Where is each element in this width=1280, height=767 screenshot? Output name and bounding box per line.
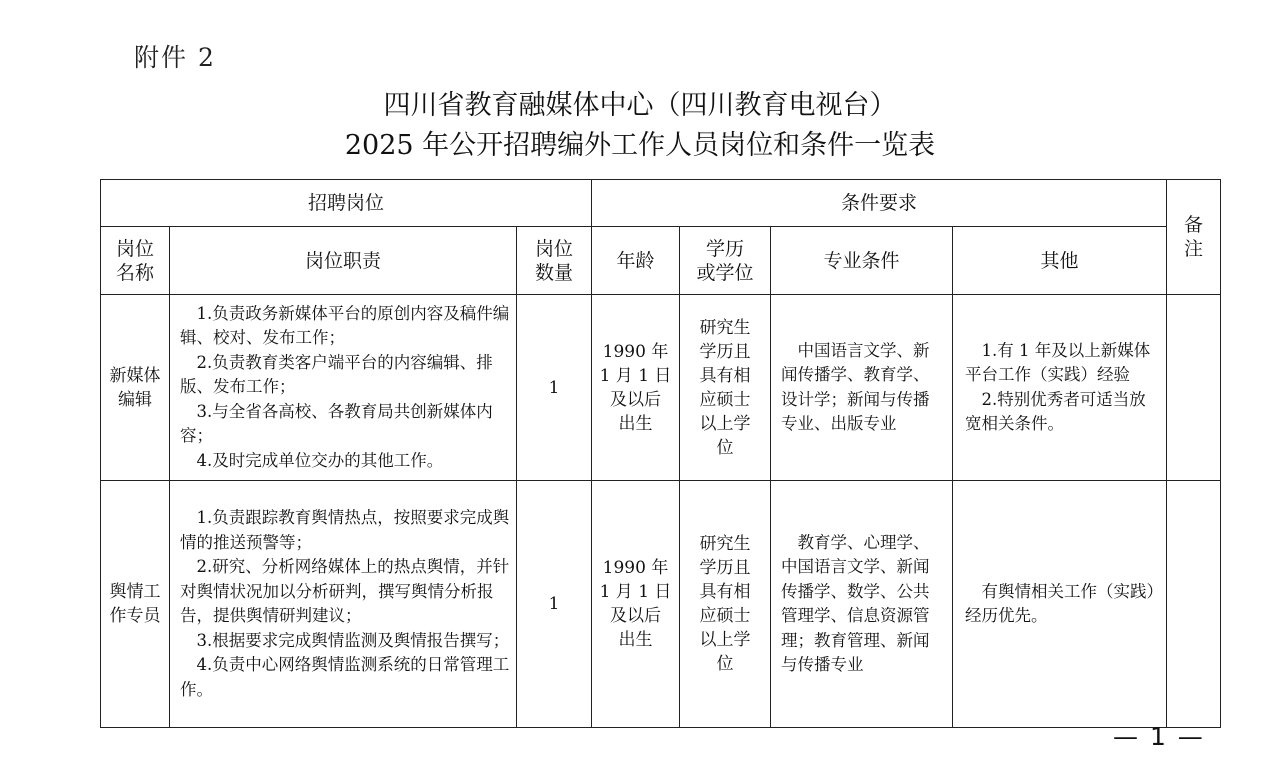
col-header-position-name: 岗位 名称 [101, 227, 170, 295]
col-header-other: 其他 [953, 227, 1167, 295]
age-cell: 1990 年 1 月 1 日 及以后 出生 [592, 295, 680, 481]
col-header-education: 学历 或学位 [680, 227, 771, 295]
education-cell: 研究生 学历且 具有相 应硕士 以上学 位 [680, 481, 771, 728]
major-cell: 教育学、心理学、中国语言文学、新闻传播学、数学、公共管理学、信息资源管理；教育管理、新闻与传播专业 [771, 481, 953, 728]
position-name-cell: 新媒体 编辑 [101, 295, 170, 481]
col-header-remarks: 备 注 [1167, 180, 1221, 295]
remarks-cell [1167, 295, 1221, 481]
col-header-count: 岗位 数量 [517, 227, 592, 295]
positions-table [100, 179, 1221, 728]
document-title-line2: 2025 年公开招聘编外工作人员岗位和条件一览表 [344, 130, 936, 161]
header-column-row [101, 227, 1221, 295]
col-header-age: 年龄 [592, 227, 680, 295]
table-row [101, 481, 1221, 728]
group-header-recruit: 招聘岗位 [101, 180, 592, 227]
education-cell: 研究生 学历且 具有相 应硕士 以上学 位 [680, 295, 771, 481]
attachment-label: 附件 2 [134, 43, 216, 72]
age-cell: 1990 年 1 月 1 日 及以后 出生 [592, 481, 680, 728]
major-cell: 中国语言文学、新闻传播学、教育学、设计学；新闻与传播专业、出版专业 [771, 295, 953, 481]
page-number: — 1 — [1113, 722, 1205, 751]
count-cell: 1 [517, 481, 592, 728]
remarks-cell [1167, 481, 1221, 728]
col-header-major: 专业条件 [771, 227, 953, 295]
duties-cell: 1.负责跟踪教育舆情热点，按照要求完成舆情的推送预警等； 2.研究、分析网络媒体上的热点舆情，并针对舆情状况加以分析研判，撰写舆情分析报告，提供舆情研判建议； 3.根据要求完成舆情监测及舆情报告撰写； 4.负责中心网络舆情监测系统的日常管理工作。 [170, 481, 517, 728]
other-cell: 有舆情相关工作（实践）经历优先。 [953, 481, 1167, 728]
other-cell: 1.有 1 年及以上新媒体平台工作（实践）经验 2.特别优秀者可适当放宽相关条件。 [953, 295, 1167, 481]
position-name-cell: 舆情工 作专员 [101, 481, 170, 728]
header-group-row [101, 180, 1221, 227]
group-header-conditions: 条件要求 [592, 180, 1167, 227]
duties-cell: 1.负责政务新媒体平台的原创内容及稿件编辑、校对、发布工作； 2.负责教育类客户端平台的内容编辑、排版、发布工作； 3.与全省各高校、各教育局共创新媒体内容； 4.及时完成单位交办的其他工作。 [170, 295, 517, 481]
document-title-line1: 四川省教育融媒体中心（四川教育电视台） [383, 90, 897, 121]
table-row [101, 295, 1221, 481]
col-header-duties: 岗位职责 [170, 227, 517, 295]
count-cell: 1 [517, 295, 592, 481]
